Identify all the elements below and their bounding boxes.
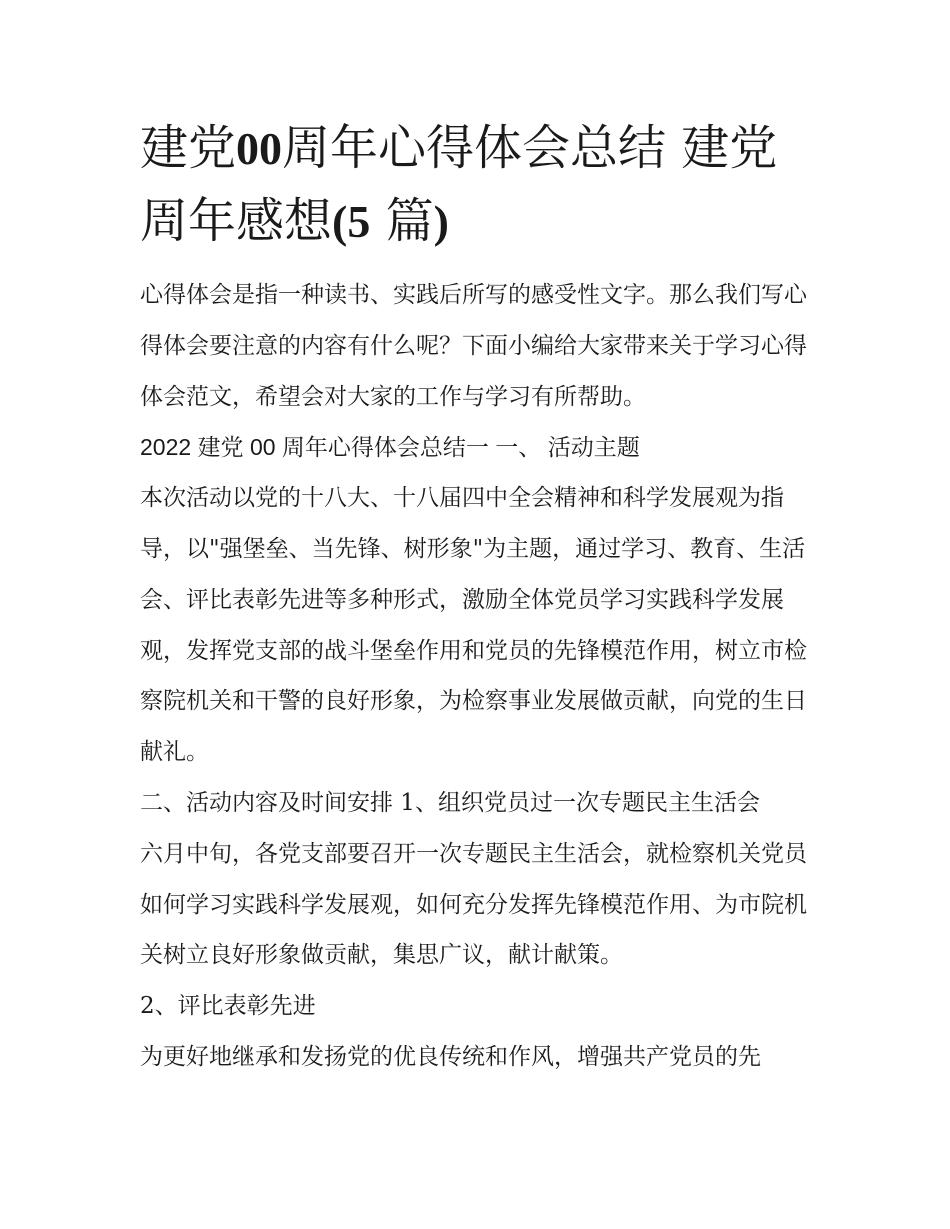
document-body	[140, 270, 820, 1083]
section-heading-3: 2、评比表彰先进	[140, 993, 316, 1020]
title-part-1: 建党	[140, 120, 237, 176]
title-part-6: )	[433, 196, 449, 247]
section-heading-1: 2022 建党 00 周年心得体会总结一 一、 活动主题	[140, 434, 640, 461]
paragraph-commend: 为更好地继承和发扬党的优良传统和作风，增强共产党员的先	[140, 1043, 761, 1070]
paragraph-intro: 心得体会是指一种读书、实践后所写的感受性文字。那么我们写心得体会要注意的内容有什么呢？下面小编给大家带来关于学习心得体会范文，希望会对大家的工作与学习有所帮助。	[140, 282, 807, 410]
document-page	[140, 112, 820, 1083]
paragraph-theme: 本次活动以党的十八大、十八届四中全会精神和科学发展观为指导，以"强堡垒、当先锋、树形象"为主题，通过学习、教育、生活会、评比表彰先进等多种形式，激励全体党员学习实践科学发展观，发挥党支部的战斗堡垒作用和党员的先锋模范作用，树立市检察院机关和干警的良好形象，为检察事业发展做贡献，向党的生日献礼。	[140, 485, 807, 766]
paragraph-schedule: 六月中旬，各党支部要召开一次专题民主生活会，就检察机关党员如何学习实践科学发展观，如何充分发挥先锋模范作用、为市院机关树立良好形象做贡献，集思广议，献计献策。	[140, 840, 807, 969]
title-part-4: (5	[332, 196, 371, 247]
title-part-2: 00	[236, 123, 283, 174]
title-part-3: 周年心得体会总结 建党周年感想	[140, 120, 778, 249]
title-part-5: 篇	[370, 193, 434, 249]
section-heading-2: 二、活动内容及时间安排 1、组织党员过一次专题民主生活会	[140, 789, 760, 816]
document-title	[140, 112, 820, 258]
